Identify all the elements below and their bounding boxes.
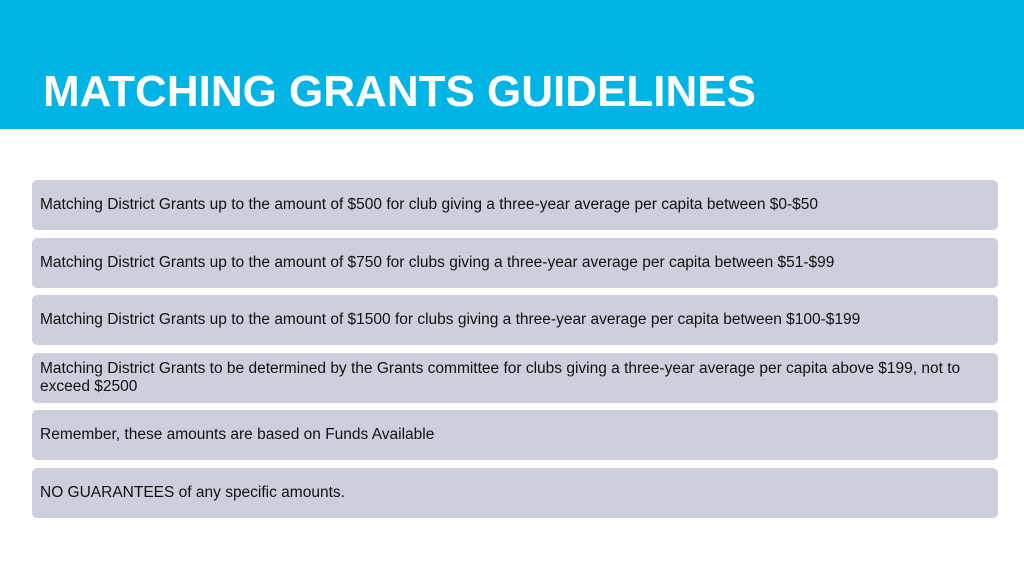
guideline-text: Matching District Grants up to the amount of $750 for clubs giving a three-year average per capita between $51-$99 (40, 253, 835, 271)
guideline-text: NO GUARANTEES of any specific amounts. (40, 483, 345, 501)
guideline-item (32, 295, 998, 345)
slide-title: MATCHING GRANTS GUIDELINES (43, 67, 756, 116)
guideline-item (32, 468, 998, 518)
guidelines-list (32, 180, 998, 526)
guideline-item (32, 180, 998, 230)
guideline-text: Remember, these amounts are based on Funds Available (40, 426, 435, 444)
guideline-text: Matching District Grants up to the amount of $500 for club giving a three-year average per capita between $0-$50 (40, 196, 819, 213)
guideline-item (32, 410, 998, 460)
guideline-text: Matching District Grants to be determined by the Grants committee for clubs giving a three-year average per capita above $199, not to exceed $2500 (40, 359, 961, 395)
guideline-item (32, 238, 998, 288)
guideline-item (32, 353, 998, 403)
guideline-text: Matching District Grants up to the amount of $1500 for clubs giving a three-year average per capita between $100-$199 (40, 311, 861, 329)
header-band (0, 0, 1024, 129)
